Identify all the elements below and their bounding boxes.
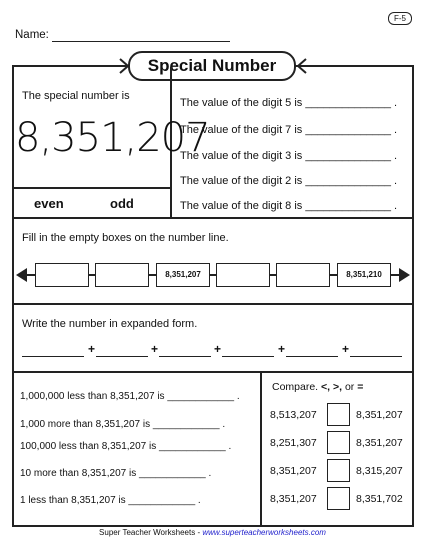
number-line-box[interactable] xyxy=(35,263,89,287)
digit-value-question: The value of the digit 8 is ______________ . xyxy=(180,200,398,212)
even-odd-divider xyxy=(14,187,171,189)
plus-sign: + xyxy=(214,342,222,356)
name-label: Name: xyxy=(15,29,49,41)
right-arrow-icon xyxy=(399,268,410,282)
compare-instruction xyxy=(272,381,363,393)
digit-value-question: The value of the digit 5 is ______________ . xyxy=(180,97,398,109)
more-less-question: 1,000 more than 8,351,207 is ____________ . xyxy=(20,419,226,430)
compare-symbols: <, >, xyxy=(321,381,343,393)
compare-equals: = xyxy=(357,381,364,393)
number-line-box: 8,351,207 xyxy=(156,263,210,287)
expanded-form-instruction: Write the number in expanded form. xyxy=(22,318,198,330)
number-line-instruction: Fill in the empty boxes on the number line. xyxy=(22,232,229,244)
footer-site: Super Teacher Worksheets - xyxy=(99,528,203,537)
expanded-blank[interactable] xyxy=(22,356,84,357)
footer xyxy=(0,528,425,537)
more-less-question: 1,000,000 less than 8,351,207 is ____________ . xyxy=(20,391,240,402)
more-less-question: 1 less than 8,351,207 is ____________ . xyxy=(20,495,201,506)
worksheet-code-badge: F-5 xyxy=(388,12,412,25)
compare-right-value: 8,351,207 xyxy=(356,409,403,421)
digit-value-question: The value of the digit 2 is ______________ . xyxy=(180,175,398,187)
footer-url[interactable]: www.superteacherworksheets.com xyxy=(202,528,326,537)
digit-value-question: The value of the digit 3 is ______________ . xyxy=(180,150,398,162)
plus-sign: + xyxy=(342,342,350,356)
compare-right-value: 8,351,702 xyxy=(356,493,403,505)
compare-right-value: 8,315,207 xyxy=(356,465,403,477)
number-line-box[interactable] xyxy=(95,263,149,287)
special-number: 8,351,207 xyxy=(15,115,210,161)
name-input-line[interactable] xyxy=(52,41,230,42)
section-divider-2 xyxy=(14,303,412,305)
bottom-divider xyxy=(260,372,262,525)
compare-left-value: 8,351,207 xyxy=(270,465,317,477)
expanded-blank[interactable] xyxy=(222,356,274,357)
number-line-box[interactable] xyxy=(276,263,330,287)
compare-answer-box[interactable] xyxy=(327,459,350,482)
more-less-question: 100,000 less than 8,351,207 is ____________ . xyxy=(20,441,232,452)
plus-sign: + xyxy=(278,342,286,356)
expanded-blank[interactable] xyxy=(96,356,148,357)
compare-left-value: 8,351,207 xyxy=(270,493,317,505)
left-arrow-icon xyxy=(16,268,27,282)
compare-answer-box[interactable] xyxy=(327,403,350,426)
compare-label: Compare. xyxy=(272,381,322,393)
more-less-question: 10 more than 8,351,207 is ____________ . xyxy=(20,468,212,479)
page-title: Special Number xyxy=(128,51,296,81)
compare-right-value: 8,351,207 xyxy=(356,437,403,449)
plus-sign: + xyxy=(151,342,159,356)
expanded-blank[interactable] xyxy=(286,356,338,357)
number-line-box[interactable] xyxy=(216,263,270,287)
expanded-blank[interactable] xyxy=(159,356,211,357)
compare-left-value: 8,513,207 xyxy=(270,409,317,421)
even-choice[interactable]: even xyxy=(34,196,64,211)
odd-choice[interactable]: odd xyxy=(110,196,134,211)
section-divider-1 xyxy=(14,217,412,219)
digit-value-question: The value of the digit 7 is ______________ . xyxy=(180,124,398,136)
compare-left-value: 8,251,307 xyxy=(270,437,317,449)
compare-answer-box[interactable] xyxy=(327,487,350,510)
special-number-label: The special number is xyxy=(22,90,130,102)
expanded-blank[interactable] xyxy=(350,356,402,357)
compare-or: or xyxy=(342,381,358,393)
compare-answer-box[interactable] xyxy=(327,431,350,454)
section-divider-3 xyxy=(14,371,412,373)
number-line-box: 8,351,210 xyxy=(337,263,391,287)
plus-sign: + xyxy=(88,342,96,356)
